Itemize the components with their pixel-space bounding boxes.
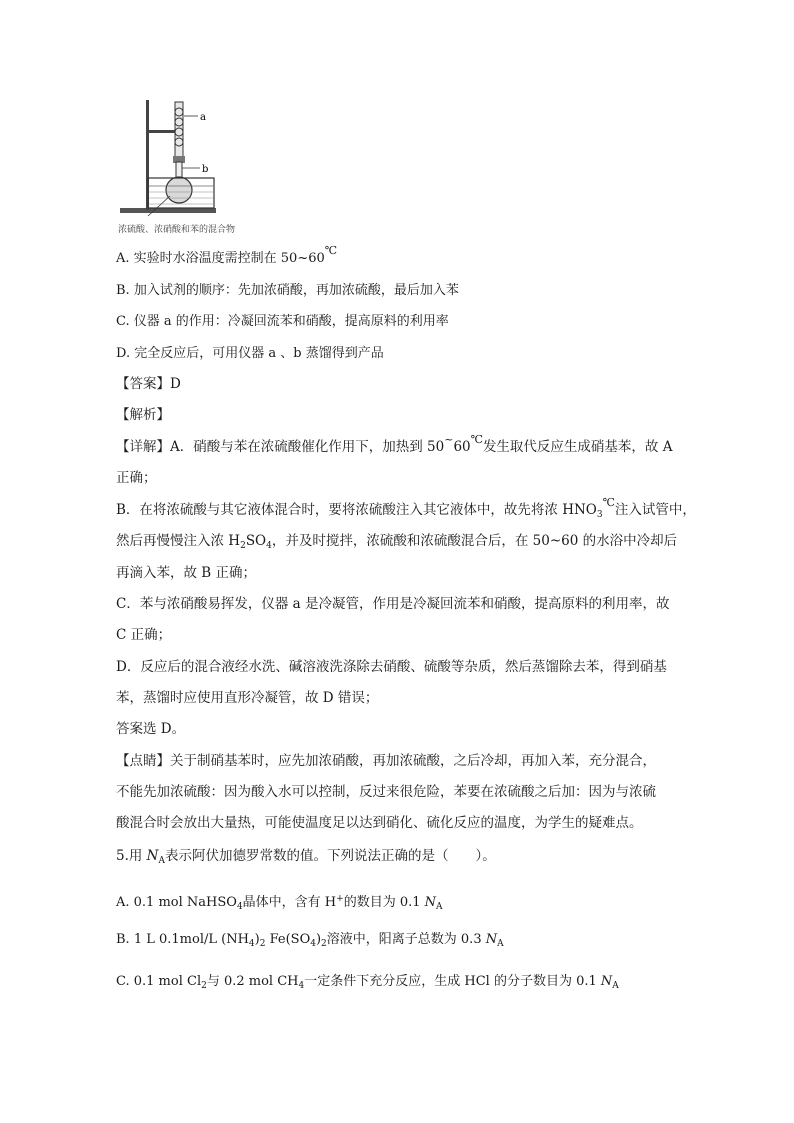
tip-line3: 酸混合时会放出大量热，可能使温度足以达到硝化、硫化反应的温度，为学生的疑难点。 [116, 815, 643, 831]
detail-d-line1: D．反应后的混合液经水洗、碱溶液洗涤除去硝酸、硫酸等杂质，然后蒸馏除去苯，得到硝基 [116, 659, 667, 675]
detail-b-line3: 再滴入苯，故 B 正确； [116, 565, 257, 581]
q5-option-b: B. 1 L 0.1mol/L $(NH_4)_2$ $Fe(SO_4)_2$溶液中，阳离子总数为 0.3 $N_A$ [116, 932, 504, 949]
figure-caption: 浓硫酸、浓硝酸和苯的混合物 [118, 225, 236, 235]
detail-a-line2: 正确； [116, 470, 157, 486]
detail-b-line1: B．在将浓硫酸与其它液体混合时，要将浓硫酸注入其它液体中，故先将浓 $HNO_3^℃$注入试管中， [116, 496, 696, 520]
detail-b-line2: 然后再慢慢注入浓 $H_2SO_4$，并及时搅拌，浓硫酸和浓硫酸混合后，在 50~60 的水浴中冷却后 [116, 533, 678, 551]
nitration-apparatus-diagram [118, 96, 236, 222]
option-d: D. 完全反应后，可用仪器 a 、b 蒸馏得到产品 [116, 346, 384, 361]
detail-d-line2: 苯，蒸馏时应使用直形冷凝管，故 D 错误； [116, 690, 379, 706]
answer-line: 【答案】D [116, 376, 181, 392]
analysis-heading: 【解析】 [116, 407, 170, 423]
question-5-stem: 5.用 $N_A$表示阿伏加德罗常数的值。下列说法正确的是（ ）。 [116, 848, 496, 866]
label-a: a [200, 112, 206, 123]
tip-line2: 不能先加浓硫酸：因为酸入水可以控制，反过来很危险，苯要在浓硫酸之后加：因为与浓硫 [116, 784, 656, 800]
tip-line1: 【点睛】关于制硝基苯时，应先加浓硝酸，再加浓硫酸，之后冷却，再加入苯，充分混合， [116, 753, 656, 769]
option-c: C. 仪器 a 的作用：冷凝回流苯和硝酸，提高原料的利用率 [116, 314, 449, 329]
label-b: b [202, 164, 209, 175]
option-a: A. 实验时水浴温度需控制在 50~60℃ [116, 244, 338, 266]
detail-a-line1: 【详解】A．硝酸与苯在浓硫酸催化作用下，加热到 50~60℃发生取代反应生成硝基苯，故 A [116, 433, 673, 455]
q5-option-a: A. 0.1 mol NaHSO$_4$晶体中，含有 H+的数目为 0.1 $N_A$ [116, 894, 443, 912]
detail-c-line2: C 正确； [116, 627, 172, 643]
detail-c-line1: C．苯与浓硝酸易挥发，仪器 a 是冷凝管，作用是冷凝回流苯和硝酸，提高原料的利用率，故 [116, 596, 670, 612]
answer-choice: 答案选 D。 [116, 721, 186, 737]
apparatus-figure [118, 96, 236, 236]
option-b: B. 加入试剂的顺序：先加浓硝酸，再加浓硫酸，最后加入苯 [116, 283, 459, 298]
q5-option-c: C. 0.1 mol $Cl_2$与 0.2 mol $CH_4$一定条件下充分反应，生成 HCl 的分子数目为 0.1 $N_A$ [116, 974, 619, 991]
